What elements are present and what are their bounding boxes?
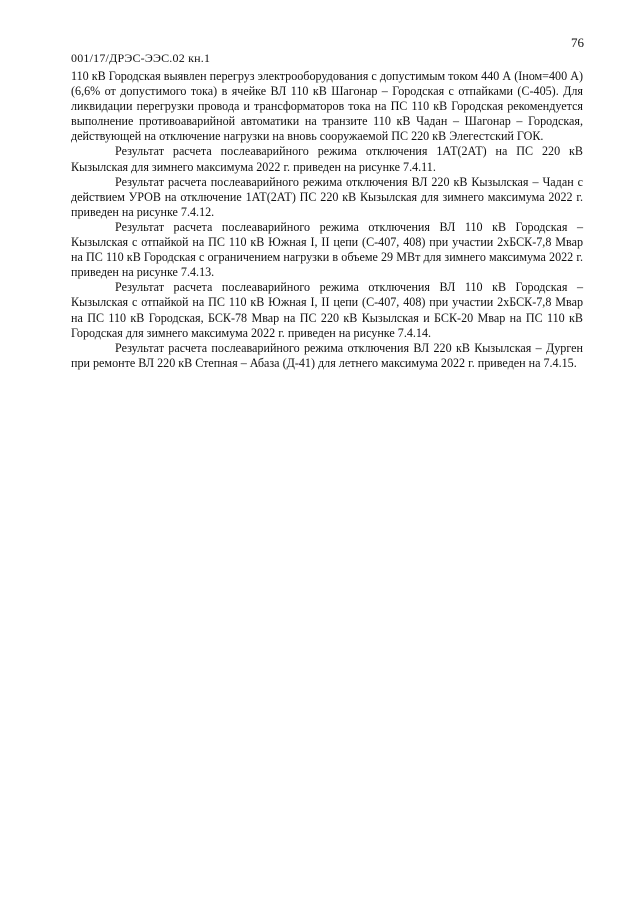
body-text — [71, 69, 583, 371]
paragraph-result-bsk: Результат расчета послеаварийного режима отключения ВЛ 110 кВ Городская – Кызылская с отпайкой на ПС 110 кВ Южная I, II цепи (С-407, 408) при участии 2хБСК-7,8 Мвар на ПС 110 кВ Городская, БСК-78 Мвар на ПС 220 кВ Кызылская и БСК-20 Мвар на ПС 110 кВ Городская для зимнего максимума 2022 г. приведен на рисунке 7.4.14. — [71, 280, 583, 340]
page-number: 76 — [571, 35, 584, 50]
paragraph-continuation: 110 кВ Городская выявлен перегруз электрооборудования с допустимым током 440 А (Iном=400 А) (6,6% от допустимого тока) в ячейке ВЛ 110 кВ Шагонар – Городская с отпайками (С-405). Для ликвидации перегрузки провода и трансформаторов тока на ПС 110 кВ Городская рекомендуется выполнение противоаварийной автоматики на транзите 110 кВ Чадан – Шагонар – Городская, действующей на отключение нагрузки на вновь сооружаемой ПС 220 кВ Элегестский ГОК. — [71, 69, 583, 144]
document-code: 001/17/ДРЭС-ЭЭС.02 кн.1 — [71, 51, 211, 65]
paragraph-result-1at: Результат расчета послеаварийного режима отключения 1АТ(2АТ) на ПС 220 кВ Кызылская для зимнего максимума 2022 г. приведен на рисунке 7.4.11. — [71, 144, 583, 174]
paragraph-result-durgen: Результат расчета послеаварийного режима отключения ВЛ 220 кВ Кызылская – Дурген при ремонте ВЛ 220 кВ Степная – Абаза (Д-41) для летнего максимума 2022 г. приведен на 7.4.15. — [71, 340, 583, 370]
paragraph-result-urov: Результат расчета послеаварийного режима отключения ВЛ 220 кВ Кызылская – Чадан с действием УРОВ на отключение 1АТ(2АТ) ПС 220 кВ Кызылская для зимнего максимума 2022 г. приведен на рисунке 7.4.12. — [71, 174, 583, 219]
paragraph-result-limitation: Результат расчета послеаварийного режима отключения ВЛ 110 кВ Городская – Кызылская с отпайкой на ПС 110 кВ Южная I, II цепи (С-407, 408) при участии 2хБСК-7,8 Мвар на ПС 110 кВ Городская с ограничением нагрузки в объеме 29 МВт для зимнего максимума 2022 г. приведен на рисунке 7.4.13. — [71, 219, 583, 280]
